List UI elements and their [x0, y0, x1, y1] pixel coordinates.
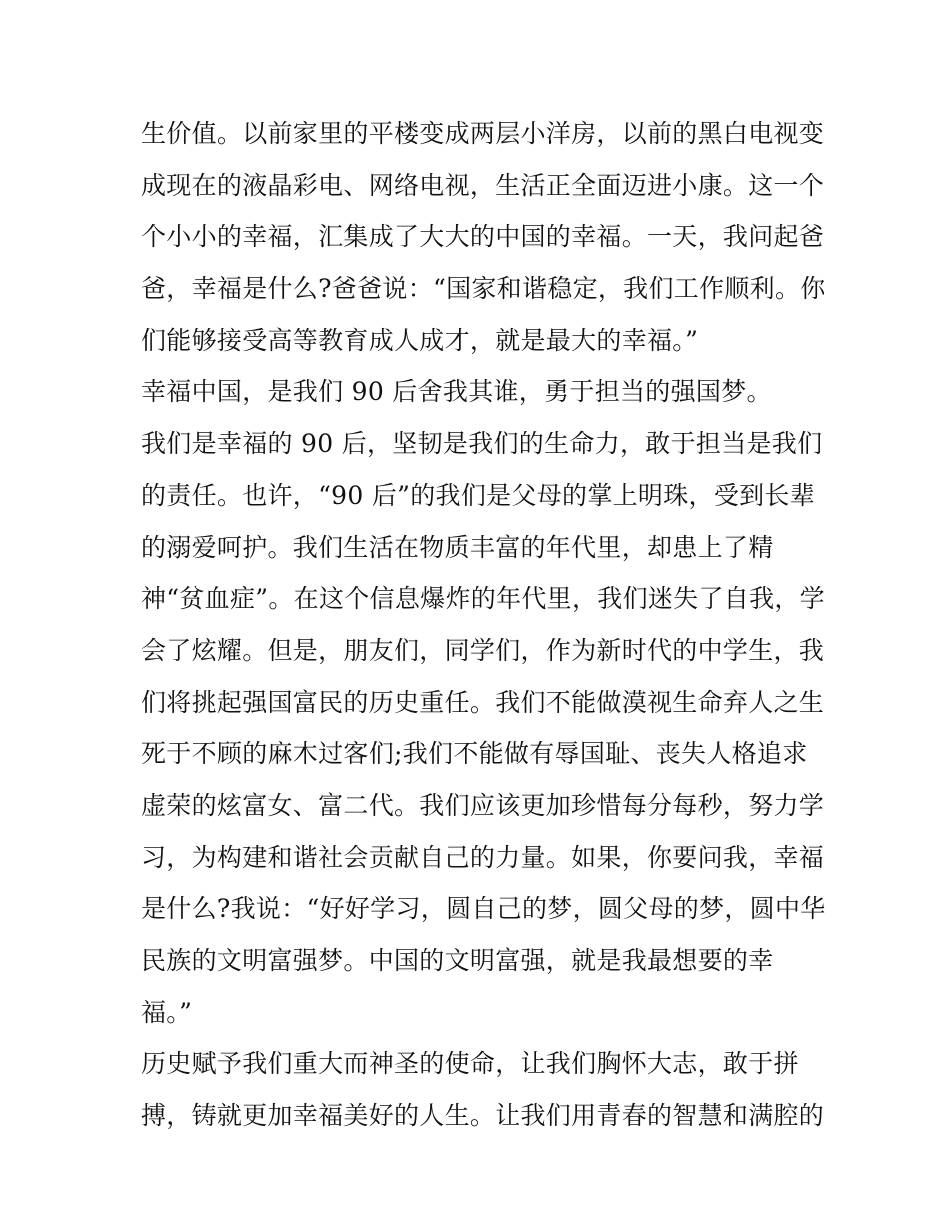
text-line: 虚荣的炫富女、富二代。我们应该更加珍惜每分每秒，努力学 — [141, 790, 825, 820]
text-line: 幸福中国，是我们 90 后舍我其谁，勇于担当的强国梦。 — [141, 377, 772, 407]
body-text — [141, 108, 826, 1142]
text-line: 爸，幸福是什么?爸爸说：“国家和谐稳定，我们工作顺利。你 — [141, 274, 826, 304]
text-line: 我们是幸福的 90 后，坚韧是我们的生命力，敢于担当是我们 — [141, 429, 823, 459]
text-line: 搏，铸就更加幸福美好的人生。让我们用青春的智慧和满腔的 — [141, 1101, 825, 1131]
text-line: 历史赋予我们重大而神圣的使命，让我们胸怀大志，敢于拼 — [141, 1049, 799, 1079]
text-line: 的责任。也许，“90 后”的我们是父母的掌上明珠，受到长辈 — [141, 480, 816, 510]
text-line: 死于不顾的麻木过客们;我们不能做有辱国耻、丧失人格追求 — [141, 739, 808, 769]
text-line: 民族的文明富强梦。中国的文明富强，就是我最想要的幸 — [141, 946, 774, 975]
text-line: 个小小的幸福，汇集成了大大的中国的幸福。一天，我问起爸 — [141, 222, 825, 252]
text-line: 神“贫血症”。在这个信息爆炸的年代里，我们迷失了自我，学 — [141, 584, 825, 614]
text-line: 生价值。以前家里的平楼变成两层小洋房，以前的黑白电视变 — [141, 119, 825, 148]
text-line: 成现在的液晶彩电、网络电视，生活正全面迈进小康。这一个 — [141, 170, 825, 200]
text-line: 是什么?我说：“好好学习，圆自己的梦，圆父母的梦，圆中华 — [141, 894, 826, 924]
text-line: 们将挑起强国富民的历史重任。我们不能做漠视生命弃人之生 — [141, 687, 825, 717]
text-line: 习，为构建和谐社会贡献自己的力量。如果，你要问我，幸福 — [141, 842, 825, 872]
text-line: 会了炫耀。但是，朋友们，同学们，作为新时代的中学生，我 — [141, 635, 825, 665]
text-line: 的溺爱呵护。我们生活在物质丰富的年代里，却患上了精 — [141, 532, 774, 562]
text-line: 们能够接受高等教育成人成才，就是最大的幸福。” — [141, 325, 699, 355]
text-line: 福。” — [141, 997, 193, 1027]
